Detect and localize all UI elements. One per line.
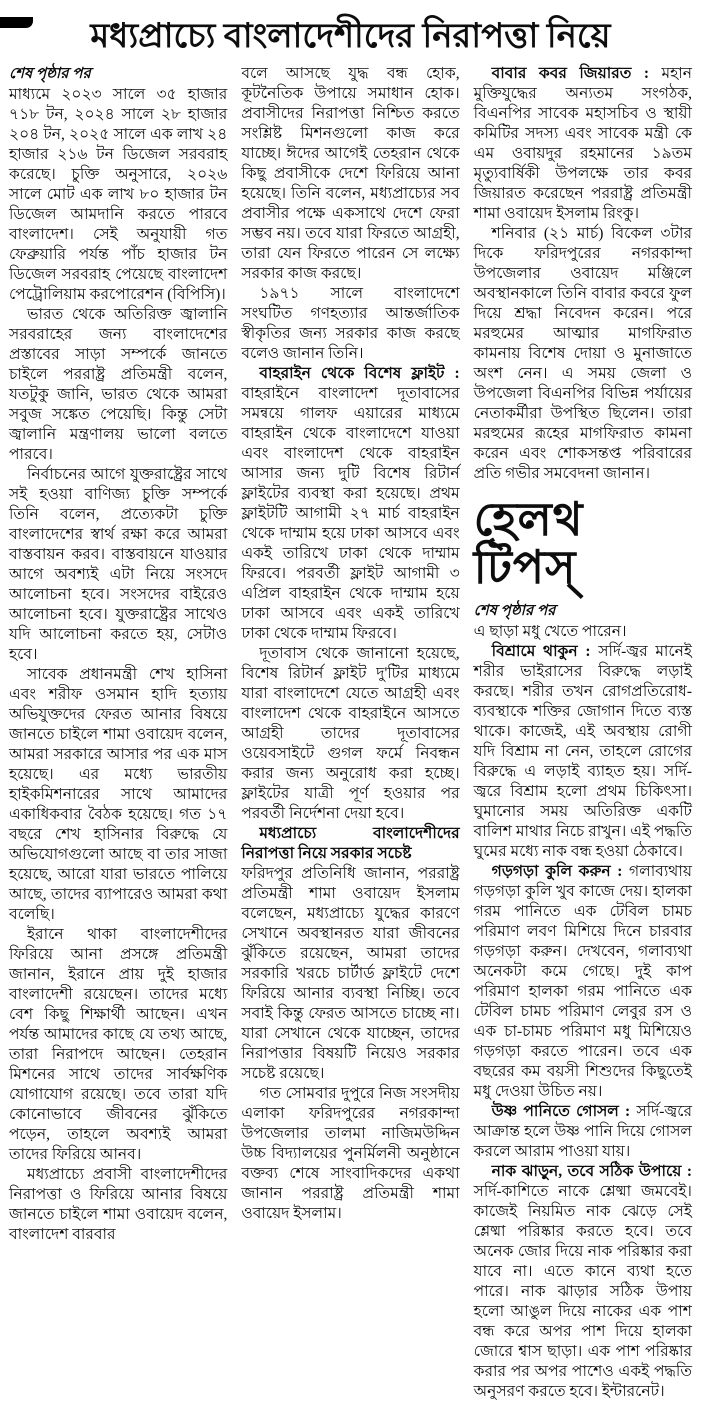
paragraph (474, 862, 692, 1102)
page-crop-artifact (0, 17, 33, 28)
paragraph: গত সোমবার দুপুরে নিজ সংসদীয় এলাকা ফরিদপুরের নগরকান্দা উপজেলার তালমা নাজিমউদ্দিন উচ্চ বিদ্যালয়ের পুনর্মিলনী অনুষ্ঠানে বক্তব্য শেষে সাংবাদিকদের একথা জানান পররাষ্ট্র প্রতিমন্ত্রী শামা ওবায়েদ ইসলাম। (241, 1085, 460, 1223)
column-1 (9, 64, 227, 1245)
paragraph: ১৯৭১ সালে বাংলাদেশে সংঘটিত গণহত্যার আন্তর্জাতিক স্বীকৃতির জন্য সরকার কাজ করছে বলেও জানান তিনি। (241, 285, 460, 363)
continuation-note: শেষ পৃষ্ঠার পর (473, 602, 556, 619)
paragraph: দূতাবাস থেকে জানানো হয়েছে, বিশেষ রিটার্ন ফ্লাইট দু'টির মাধ্যমে যারা বাংলাদেশে যেতে আগ্রহী এবং বাংলাদেশ থেকে বাহরাইনে আসতে আগ্রহী তাদের দূতাবাসের ওয়েবসাইটে গুগল ফর্মে নিবন্ধন করার জন্য অনুরোধ করা হচ্ছে। ফ্লাইটের যাত্রী পূর্ণ হওয়ার পর পরবর্তী নির্দেশনা দেয়া হবে। (241, 645, 460, 823)
paragraph (241, 364, 459, 644)
paragraph: নির্বাচনের আগে যুক্তরাষ্ট্রের সাথে সই হওয়া বাণিজ্য চুক্তি সম্পর্কে তিনি বলেন, প্রত্যেকটা চুক্তি বাংলাদেশের স্বার্থ রক্ষা করে আমরা বাস্তবায়ন করব। বাস্তবায়নে যাওয়ার আগে অবশ্যই এটা নিয়ে সংসদে আলোচনা হবে। সংসদের বাইরেও আলোচনা হবে। যুক্তরাষ্ট্রের সাথেও যদি আলোচনা করতে হয়, সেটাও হবে। (9, 466, 228, 664)
article-columns (0, 64, 701, 1402)
article-headline: মধ্যপ্রাচ্যে বাংলাদেশীদের নিরাপত্তা নিয়ে (90, 18, 611, 55)
paragraph-lead: নাক ঝাড়ুন, তবে সঠিক উপায়ে : (491, 1162, 692, 1180)
health-tips-headline: হেলথ টিপস্ (473, 494, 584, 594)
column-2 (241, 64, 459, 1224)
paragraph-lead: উষ্ণ পানিতে গোসল : (491, 1102, 637, 1120)
paragraph-text: সর্দি-কাশিতে নাকে শ্লেষ্মা জমবেই। কাজেই নিয়মিত নাক ঝেড়ে সেই শ্লেষ্মা পরিষ্কার করতে হবে। তবে অনেক জোর দিয়ে নাক পরিষ্কার করা যাবে না। এতে কানে ব্যথা হতে পারে। নাক ঝাড়ার সঠিক উপায় হলো আঙুল দিয়ে নাকের এক পাশ বন্ধ করে অপর পাশ দিয়ে হালকা জোরে শ্বাস ছাড়া। এক পাশ পরিষ্কার করার পর অপর পাশেও একই পদ্ধতি অনুসরণ করতে হবে। ইন্টারনেট। (473, 1182, 692, 1400)
paragraph: মধ্যপ্রাচ্যে প্রবাসী বাংলাদেশীদের নিরাপত্তা ও ফিরিয়ে আনার বিষয়ে জানতে চাইলে শামা ওবায়েদ বলেন, বাংলাদেশ বারবার (9, 1166, 228, 1244)
paragraph: ভারত থেকে অতিরিক্ত জ্বালানি সরবরাহের জন্য বাংলাদেশের প্রস্তাবের সাড়া সম্পর্কে জানতে চাইলে পররাষ্ট্র প্রতিমন্ত্রী বলেন, যতটুকু জানি, ভারত থেকে আমরা সবুজ সঙ্কেত পেয়েছি। কিন্তু সেটা জ্বালানি মন্ত্রণালয় ভালো বলতে পারবে। (9, 306, 228, 464)
paragraph (474, 64, 692, 224)
sub-headline: মধ্যপ্রাচ্যে বাংলাদেশীদের নিরাপত্তা নিয়ে সরকার সচেষ্ট (241, 825, 460, 863)
paragraph: শনিবার (২১ মার্চ) বিকেল ৩টার দিকে ফরিদপুরের নগরকান্দা উপজেলার ওবায়েদ মঞ্জিলে অবস্থানকালে তিনি বাবার কবরে ফুল দিয়ে শ্রদ্ধা নিবেদন করেন। পরে মরহুমের আত্মার মাগফিরাত কামনায় বিশেষ দোয়া ও মুনাজাতে অংশ নেন। এ সময় জেলা ও উপজেলা বিএনপির বিভিন্ন পর্যায়ের নেতাকর্মীরা উপস্থিত ছিলেন। তারা মরহুমের রূহের মাগফিরাত কামনা করেন এবং শোকসন্তপ্ত পরিবারের প্রতি গভীর সমবেদনা জানান। (473, 225, 692, 483)
paragraph: এ ছাড়া মধু খেতে পারেন। (473, 622, 627, 640)
paragraph: ফরিদপুর প্রতিনিধি জানান, পররাষ্ট্র প্রতিমন্ত্রী শামা ওবায়েদ ইসলাম বলেছেন, মধ্যপ্রাচ্যে যুদ্ধের কারণে সেখানে অবস্থানরত যারা জীবনের ঝুঁকিতে রয়েছেন, আমরা তাদের সরকারি খরচে চার্টার্ড ফ্লাইটে দেশে ফিরিয়ে আনার ব্যবস্থা নিচ্ছি। তবে সবাই কিন্তু ফেরত আসতে চাচ্ছে না। যারা সেখানে থেকে যাচ্ছেন, তাদের নিরাপত্তার বিষয়টি নিয়েও সরকার সচেষ্ট রয়েছে। (241, 865, 460, 1083)
paragraph: বলে আসছে যুদ্ধ বন্ধ হোক, কূটনৈতিক উপায়ে সমাধান হোক। প্রবাসীদের নিরাপত্তা নিশ্চিত করতে সংশ্লিষ্ট মিশনগুলো কাজ করে যাচ্ছে। ঈদের আগেই তেহরান থেকে কিছু প্রবাসীকে দেশে ফিরিয়ে আনা হয়েছে। তিনি বলেন, মধ্যপ্রাচ্যের সব প্রবাসীর পক্ষে একসাথে দেশে ফেরা সম্ভব নয়। তবে যারা ফিরতে আগ্রহী, তারা যেন ফিরতে পারেন সে লক্ষ্যে সরকার কাজ করছে। (241, 65, 460, 283)
paragraph (474, 1102, 692, 1162)
paragraph-text: গলাব্যথায় গড়গড়া কুলি খুব কাজে দেয়। হালকা গরম পানিতে এক টেবিল চামচ পরিমাণ লবণ মিশিয়ে দিনে চারবার গড়গড়া করুন। দেখবেন, গলাব্যথা অনেকটা কমে গেছে। দুই কাপ পরিমাণ হালকা গরম পানিতে এক টেবিল চামচ পরিমাণ লেবুর রস ও এক চা-চামচ পরিমাণ মধু মিশিয়েও গড়গড়া করতে পারেন। তবে এক বছরের কম বয়সী শিশুদের কিছুতেই মধু দেওয়া উচিত নয়। (473, 862, 692, 1100)
paragraph-lead: বিশ্রামে থাকুন : (491, 642, 599, 660)
paragraph-lead: বাহরাইন থেকে বিশেষ ফ্লাইট : (259, 365, 460, 383)
paragraph-text: সর্দি-জ্বর মানেই শরীর ভাইরাসের বিরুদ্ধে লড়াই করছে। শরীর তখন রোগপ্রতিরোধ-ব্যবস্থাকে শক্তির জোগান দিতে ব্যস্ত থাকে। কাজেই, এই অবস্থায় রোগী যদি বিশ্রাম না নেন, তাহলে রোগের বিরুদ্ধে এ লড়াই ব্যাহত হয়। সর্দি-জ্বরে বিশ্রাম হলো প্রথম চিকিৎসা। ঘুমানোর সময় অতিরিক্ত একটি বালিশ মাথার নিচে রাখুন। এই পদ্ধতি ঘুমের মধ্যে নাক বন্ধ হওয়া ঠেকাবে। (473, 642, 692, 860)
paragraph (474, 642, 692, 862)
paragraph: ইরানে থাকা বাংলাদেশীদের ফিরিয়ে আনা প্রসঙ্গে প্রতিমন্ত্রী জানান, ইরানে প্রায় দুই হাজার বাংলাদেশী রয়েছেন। তাদের মধ্যে বেশ কিছু শিক্ষার্থী আছেন। এখন পর্যন্ত আমাদের কাছে যে তথ্য আছে, তারা নিরাপদে আছেন। তেহরান মিশনের সাথে তাদের সার্বক্ষণিক যোগাযোগ রয়েছে। তবে তারা যদি কোনোভাবে জীবনের ঝুঁকিতে পড়েন, তাহলে অবশ্যই আমরা তাদের ফিরিয়ে আনব। (9, 926, 228, 1164)
paragraph: মাধ্যমে ২০২৩ সালে ৩৫ হাজার ৭১৮ টন, ২০২৪ সালে ২৮ হাজার ২০৪ টন, ২০২৫ সালে এক লাখ ২৪ হাজার ২১৬ টন ডিজেল সরবরাহ করেছে। চুক্তি অনুসারে, ২০২৬ সালে মোট এক লাখ ৮০ হাজার টন ডিজেল আমদানি করতে পারবে বাংলাদেশ। সেই অনুযায়ী গত ফেব্রুয়ারি পর্যন্ত পাঁচ হাজার টন ডিজেল সরবরাহ পেয়েছে বাংলাদেশ পেট্রোলিয়াম করপোরেশন (বিপিসি)। (9, 86, 228, 304)
paragraph-text: সর্দি-জ্বরে আক্রান্ত হলে উষ্ণ পানি দিয়ে গোসল করলে আরাম পাওয়া যায়। (473, 1102, 692, 1160)
continuation-note: শেষ পৃষ্ঠার পর (9, 66, 91, 83)
paragraph-lead: বাবার কবর জিয়ারত : (491, 65, 662, 83)
paragraph (474, 1162, 692, 1402)
paragraph: সাবেক প্রধানমন্ত্রী শেখ হাসিনা এবং শরীফ ওসমান হাদি হত্যায় অভিযুক্তদের ফেরত আনার বিষয়ে জানতে চাইলে শামা ওবায়েদ বলেন, আমরা সরকারে আসার পর এক মাস হয়েছে। এর মধ্যে ভারতীয় হাইকমিশনারের সাথে আমাদের একাধিকবার বৈঠক হয়েছে। গত ১৭ বছরে শেখ হাসিনার বিরুদ্ধে যে অভিযোগগুলো আছে বা তার সাজা হয়েছে, আরো যারা ভারতে পালিয়ে আছে, তাদের ব্যাপারেও আমরা কথা বলেছি। (9, 666, 228, 924)
paragraph-text: মহান মুক্তিযুদ্ধের অন্যতম সংগঠক, বিএনপির সাবেক মহাসচিব ও স্থায়ী কমিটির সদস্য এবং সাবেক মন্ত্রী কে এম ওবায়দুর রহমানের ১৯তম মৃত্যুবার্ষিকী উপলক্ষে তার কবর জিয়ারত করেছেন পররাষ্ট্র প্রতিমন্ত্রী শামা ওবায়েদ ইসলাম রিংকু। (473, 65, 692, 223)
paragraph-lead: গড়গড়া কুলি করুন : (491, 862, 629, 880)
paragraph-text: বাহরাইনে বাংলাদেশ দূতাবাসের সমন্বয়ে গালফ এয়ারের মাধ্যমে বাহরাইন থেকে বাংলাদেশে যাওয়া এবং বাংলাদেশ থেকে বাহরাইন আসার জন্য দুটি বিশেষ রিটার্ন ফ্লাইটের ব্যবস্থা করা হয়েছে। প্রথম ফ্লাইটটি আগামী ২৭ মার্চ বাহরাইন থেকে দাম্মাম হয়ে ঢাকা আসবে এবং একই তারিখে ঢাকা থেকে দাম্মাম ফিরবে। পরবর্তী ফ্লাইট আগামী ৩ এপ্রিল বাহরাইন থেকে দাম্মাম হয়ে ঢাকা আসবে এবং একই তারিখে ঢাকা থেকে দাম্মাম ফিরবে। (241, 385, 460, 643)
column-3 (474, 64, 692, 1402)
